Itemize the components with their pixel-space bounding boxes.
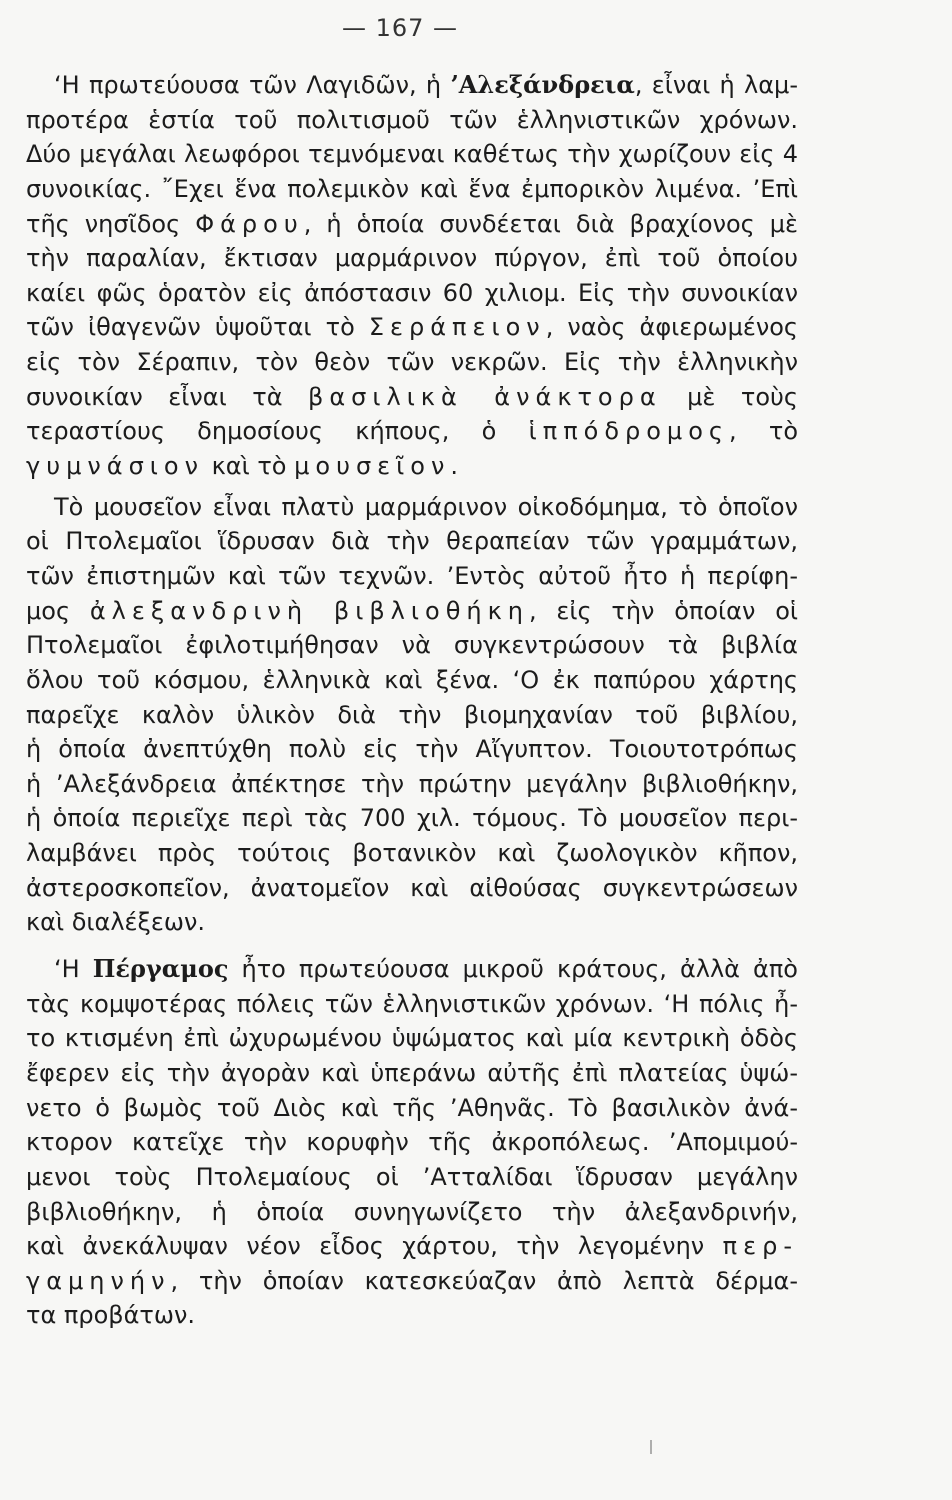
- text-segment: καὶ διαλέξεων.: [26, 908, 206, 937]
- text-line: [26, 1125, 798, 1160]
- text-line: [26, 172, 798, 207]
- text-line: [26, 905, 798, 940]
- text-line: [26, 310, 798, 345]
- text-segment: , ἡ ὁποία συνδέεται διὰ βραχίονος μὲ: [303, 209, 798, 238]
- text-segment: νετο ὁ βωμὸς τοῦ Διὸς καὶ τῆς ’Αθηνᾶς. Τὸ βασιλικὸν ἀνά-: [26, 1093, 798, 1122]
- text-segment: ἡ ὁποία περιεῖχε περὶ τὰς 700 χιλ. τόμους. Τὸ μουσεῖον περι-: [26, 804, 798, 833]
- text-segment: Τὸ μουσεῖον εἶναι πλατὺ μαρμάρινον οἰκοδόμημα, τὸ ὁποῖον: [54, 492, 798, 521]
- text-segment: τα προβάτων.: [26, 1301, 195, 1330]
- text-line: [26, 628, 798, 663]
- text-line: [26, 871, 798, 906]
- text-segment: βιβλιοθήκην, ἡ ὁποία συνηγωνίζετο τὴν ἀλεξανδρινήν,: [26, 1197, 798, 1226]
- text-segment: προτέρα ἑστία τοῦ πολιτισμοῦ τῶν ἑλληνιστικῶν χρόνων.: [26, 105, 798, 134]
- text-line: [26, 103, 798, 138]
- text-segment: ὅλου τοῦ κόσμου, ἑλληνικὰ καὶ ξένα. ‘Ο ἐκ παπύρου χάρτης: [26, 665, 798, 694]
- text-line: [26, 1195, 798, 1230]
- text-segment: ἀστεροσκοπεῖον, ἀνατομεῖον καὶ αἰθούσας συγκεντρώσεων: [26, 873, 798, 902]
- text-segment: καὶ τὸ: [204, 452, 295, 481]
- text-line: [26, 1298, 798, 1333]
- text-segment: Πτολεμαῖοι ἐφιλοτιμήθησαν νὰ συγκεντρώσουν τὰ βιβλία: [26, 631, 798, 660]
- text-line: [26, 1021, 798, 1056]
- text-segment: , εἶναι ἡ λαμ-: [634, 71, 798, 99]
- text-line: [26, 449, 798, 484]
- text-line: [26, 380, 798, 415]
- text-line: [26, 952, 798, 987]
- text-segment: , τὸ: [728, 417, 799, 446]
- page-number: — 167 —: [341, 14, 459, 42]
- spaced-term: γαμηνήν: [26, 1266, 171, 1295]
- text-segment: ἡ ’Αλεξάνδρεια ἀπέκτησε τὴν πρώτην μεγάλην βιβλιοθήκην,: [26, 769, 798, 798]
- bold-term: Πέργαμος: [92, 954, 229, 984]
- text-line: [26, 698, 798, 733]
- text-segment: , ναὸς ἀφιερωμένος: [545, 313, 798, 342]
- text-line: [26, 801, 798, 836]
- text-segment: , τὴν ὁποίαν κατεσκεύαζαν ἀπὸ λεπτὰ δέρμα-: [170, 1266, 798, 1295]
- text-segment: καίει φῶς ὁρατὸν εἰς ἀπόστασιν 60 χιλιομ. Εἰς τὴν συνοικίαν: [26, 278, 798, 307]
- text-segment: .: [450, 452, 458, 481]
- text-line: [26, 207, 798, 242]
- text-line: [26, 345, 798, 380]
- spaced-term: περ-: [722, 1232, 798, 1261]
- text-segment: ‘Η πρωτεύουσα τῶν Λαγιδῶν, ἡ: [54, 71, 451, 99]
- text-segment: κτορον κατεῖχε τὴν κορυφὴν τῆς ἀκροπόλεως. ’Απομιμού-: [26, 1128, 798, 1157]
- text-line: [26, 68, 798, 103]
- text-line: [26, 414, 798, 449]
- page-speck: [650, 1440, 652, 1454]
- spaced-term: ἀλεξανδρινὴ βιβλιοθήκη: [89, 596, 529, 625]
- text-segment: τῆς νησῖδος: [26, 209, 196, 238]
- spaced-term: βασιλικὰ ἀνάκτορα: [308, 382, 662, 411]
- text-line: [26, 559, 798, 594]
- text-segment: ‘Η: [54, 955, 93, 984]
- text-line: [26, 524, 798, 559]
- text-segment: παρεῖχε καλὸν ὑλικὸν διὰ τὴν βιομηχανίαν τοῦ βιβλίου,: [26, 700, 798, 729]
- paragraph-museum: [26, 490, 798, 940]
- text-line: [26, 1056, 798, 1091]
- text-segment: καὶ ἀνεκάλυψαν νέον εἶδος χάρτου, τὴν λεγομένην: [26, 1232, 723, 1261]
- spaced-term: γυμνάσιον: [26, 452, 205, 481]
- text-segment: μενοι τοὺς Πτολεμαίους οἱ ’Ατταλίδαι ἵδρυσαν μεγάλην: [26, 1162, 798, 1191]
- paragraph-pergamon: [26, 952, 798, 1333]
- text-line: [26, 663, 798, 698]
- text-line: [26, 1264, 798, 1299]
- text-segment: ἡ ὁποία ἀνεπτύχθη πολὺ εἰς τὴν Αἴγυπτον. Τοιουτοτρόπως: [26, 735, 798, 764]
- text-line: [26, 767, 798, 802]
- text-segment: , εἰς τὴν ὁποίαν οἱ: [528, 596, 799, 625]
- text-segment: μος: [26, 596, 90, 625]
- text-segment: Δύο μεγάλαι λεωφόροι τεμνόμεναι καθέτως τὴν χωρίζουν εἰς 4: [26, 140, 798, 169]
- text-segment: τὰς κομψοτέρας πόλεις τῶν ἑλληνιστικῶν χρόνων. ‘Η πόλις ἦ-: [26, 989, 798, 1018]
- text-segment: τῶν ἐπιστημῶν καὶ τῶν τεχνῶν. ’Εντὸς αὐτοῦ ἦτο ἡ περίφη-: [26, 561, 798, 590]
- text-segment: συνοικίαν εἶναι τὰ: [26, 382, 309, 411]
- text-line: [26, 1160, 798, 1195]
- spaced-term: μουσεῖον: [294, 452, 451, 481]
- text-line: [26, 836, 798, 871]
- text-line: [26, 594, 798, 629]
- text-line: [26, 490, 798, 525]
- text-segment: τεραστίους δημοσίους κήπους, ὁ: [26, 417, 529, 446]
- paragraph-alexandria: [26, 68, 798, 484]
- spaced-term: Σεράπειον: [368, 313, 546, 342]
- text-segment: ἔφερεν εἰς τὴν ἀγορὰν καὶ ὑπεράνω αὐτῆς ἐπὶ πλατείας ὑψώ-: [26, 1058, 798, 1087]
- text-segment: τῶν ἰθαγενῶν ὑψοῦται τὸ: [26, 313, 369, 342]
- text-line: [26, 276, 798, 311]
- spaced-term: ἱππόδρομος: [528, 417, 729, 446]
- text-segment: ἦτο πρωτεύουσα μικροῦ κράτους, ἀλλὰ ἀπὸ: [228, 955, 798, 984]
- text-segment: τὴν παραλίαν, ἔκτισαν μαρμάρινον πύργον, ἐπὶ τοῦ ὁποίου: [26, 244, 798, 273]
- spaced-term: Φάρου: [195, 209, 304, 238]
- text-body: [26, 68, 798, 1333]
- text-line: [26, 241, 798, 276]
- text-line: [26, 732, 798, 767]
- text-line: [26, 1091, 798, 1126]
- text-segment: λαμβάνει πρὸς τούτοις βοτανικὸν καὶ ζωολογικὸν κῆπον,: [26, 839, 798, 868]
- text-segment: οἱ Πτολεμαῖοι ἵδρυσαν διὰ τὴν θεραπείαν τῶν γραμμάτων,: [26, 527, 798, 556]
- text-line: [26, 1229, 798, 1264]
- text-segment: το κτισμένη ἐπὶ ὠχυρωμένου ὑψώματος καὶ μία κεντρικὴ ὁδὸς: [26, 1024, 798, 1053]
- bold-term: ’Αλεξάνδρεια: [450, 70, 635, 99]
- text-segment: μὲ τοὺς: [661, 382, 799, 411]
- text-segment: εἰς τὸν Σέραπιν, τὸν θεὸν τῶν νεκρῶν. Εἰς τὴν ἑλληνικὴν: [26, 348, 798, 377]
- text-line: [26, 987, 798, 1022]
- text-segment: συνοικίας. ῎Εχει ἕνα πολεμικὸν καὶ ἕνα ἐμπορικὸν λιμένα. ’Επὶ: [26, 174, 798, 203]
- text-line: [26, 137, 798, 172]
